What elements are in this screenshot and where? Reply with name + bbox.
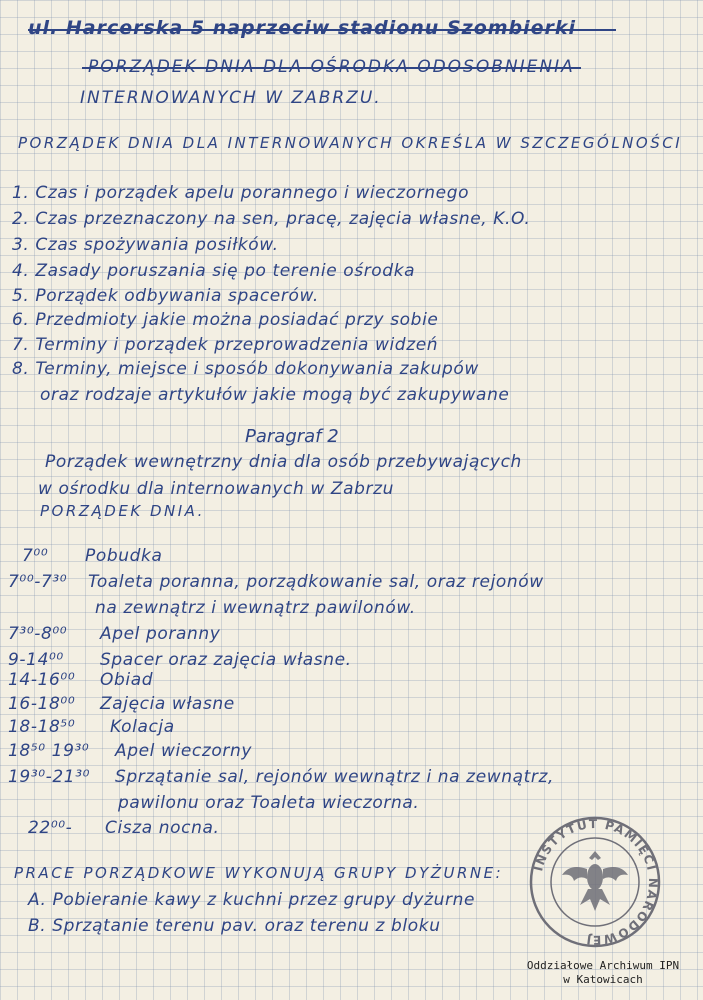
subheading: PORZĄDEK DNIA DLA INTERNOWANYCH OKREŚLA W SZCZEGÓLNOŚCI bbox=[18, 134, 683, 152]
schedule-activity: pawilonu oraz Toaleta wieczorna. bbox=[118, 793, 420, 813]
list-item: oraz rodzaje artykułów jakie mogą być zakupywane bbox=[40, 385, 510, 405]
schedule-activity: Kolacja bbox=[110, 717, 175, 737]
duties-heading: PRACE PORZĄDKOWE WYKONUJĄ GRUPY DYŻURNE: bbox=[14, 864, 504, 882]
title-line-1: PORZĄDEK DNIA DLA OŚRODKA ODOSOBNIENIA bbox=[88, 57, 575, 77]
schedule-time: 7⁰⁰-7³⁰ bbox=[8, 572, 68, 592]
archive-line: Oddziałowe Archiwum IPN bbox=[526, 959, 680, 972]
list-item: 5. Porządek odbywania spacerów. bbox=[12, 286, 319, 306]
list-item: 1. Czas i porządek apelu porannego i wieczornego bbox=[12, 183, 470, 203]
eagle-emblem-icon bbox=[562, 851, 628, 911]
list-item: 8. Terminy, miejsce i sposób dokonywania zakupów bbox=[12, 359, 479, 379]
schedule-time: 9-14⁰⁰ bbox=[8, 650, 64, 670]
duty-item: B. Sprzątanie terenu pav. oraz terenu z bloku bbox=[28, 916, 441, 936]
schedule-activity: Apel wieczorny bbox=[115, 741, 252, 761]
list-item: 6. Przedmioty jakie można posiadać przy sobie bbox=[12, 310, 439, 330]
list-item: 4. Zasady poruszania się po terenie ośrodka bbox=[12, 261, 416, 281]
schedule-time: 7³⁰-8⁰⁰ bbox=[8, 624, 68, 644]
paragraph-heading: Paragraf 2 bbox=[245, 426, 339, 447]
schedule-activity: na zewnątrz i wewnątrz pawilonów. bbox=[95, 598, 416, 618]
title-line-2: INTERNOWANYCH W ZABRZU. bbox=[80, 88, 382, 108]
schedule-activity: Zajęcia własne bbox=[100, 694, 235, 714]
struck-header-note: ul. Harcerska 5 naprzeciw stadionu Szombierki bbox=[28, 17, 577, 39]
schedule-activity: Toaleta poranna, porządkowanie sal, oraz rejonów bbox=[88, 572, 544, 592]
schedule-time: 18⁵⁰ 19³⁰ bbox=[8, 741, 90, 761]
list-item: 2. Czas przeznaczony na sen, pracę, zajęcia własne, K.O. bbox=[12, 209, 531, 229]
schedule-activity: Apel poranny bbox=[100, 624, 221, 644]
ipn-archive-stamp bbox=[528, 815, 662, 949]
archive-watermark bbox=[508, 959, 698, 987]
schedule-heading: PORZĄDEK DNIA. bbox=[40, 502, 205, 520]
schedule-activity: Sprzątanie sal, rejonów wewnątrz i na zewnątrz, bbox=[115, 767, 555, 787]
paragraph-text-line: Porządek wewnętrzny dnia dla osób przebywających bbox=[45, 452, 522, 472]
stamp-text: INSTYTUT PAMIĘCI NARODOWEJ bbox=[531, 816, 661, 948]
schedule-time: 19³⁰-21³⁰ bbox=[8, 767, 91, 787]
schedule-time: 14-16⁰⁰ bbox=[8, 670, 76, 690]
schedule-activity: Obiad bbox=[100, 670, 154, 690]
list-item: 3. Czas spożywania posiłków. bbox=[12, 235, 279, 255]
schedule-time: 7⁰⁰ bbox=[22, 546, 49, 566]
schedule-activity: Spacer oraz zajęcia własne. bbox=[100, 650, 352, 670]
archive-line: w Katowicach bbox=[563, 973, 643, 986]
schedule-time: 16-18⁰⁰ bbox=[8, 694, 76, 714]
paragraph-text-line: w ośrodku dla internowanych w Zabrzu bbox=[38, 479, 395, 499]
schedule-activity: Pobudka bbox=[85, 546, 163, 566]
list-item: 7. Terminy i porządek przeprowadzenia widzeń bbox=[12, 335, 439, 355]
schedule-activity: Cisza nocna. bbox=[105, 818, 220, 838]
duty-item: A. Pobieranie kawy z kuchni przez grupy dyżurne bbox=[28, 890, 476, 910]
schedule-time: 22⁰⁰- bbox=[28, 818, 73, 838]
schedule-time: 18-18⁵⁰ bbox=[8, 717, 76, 737]
